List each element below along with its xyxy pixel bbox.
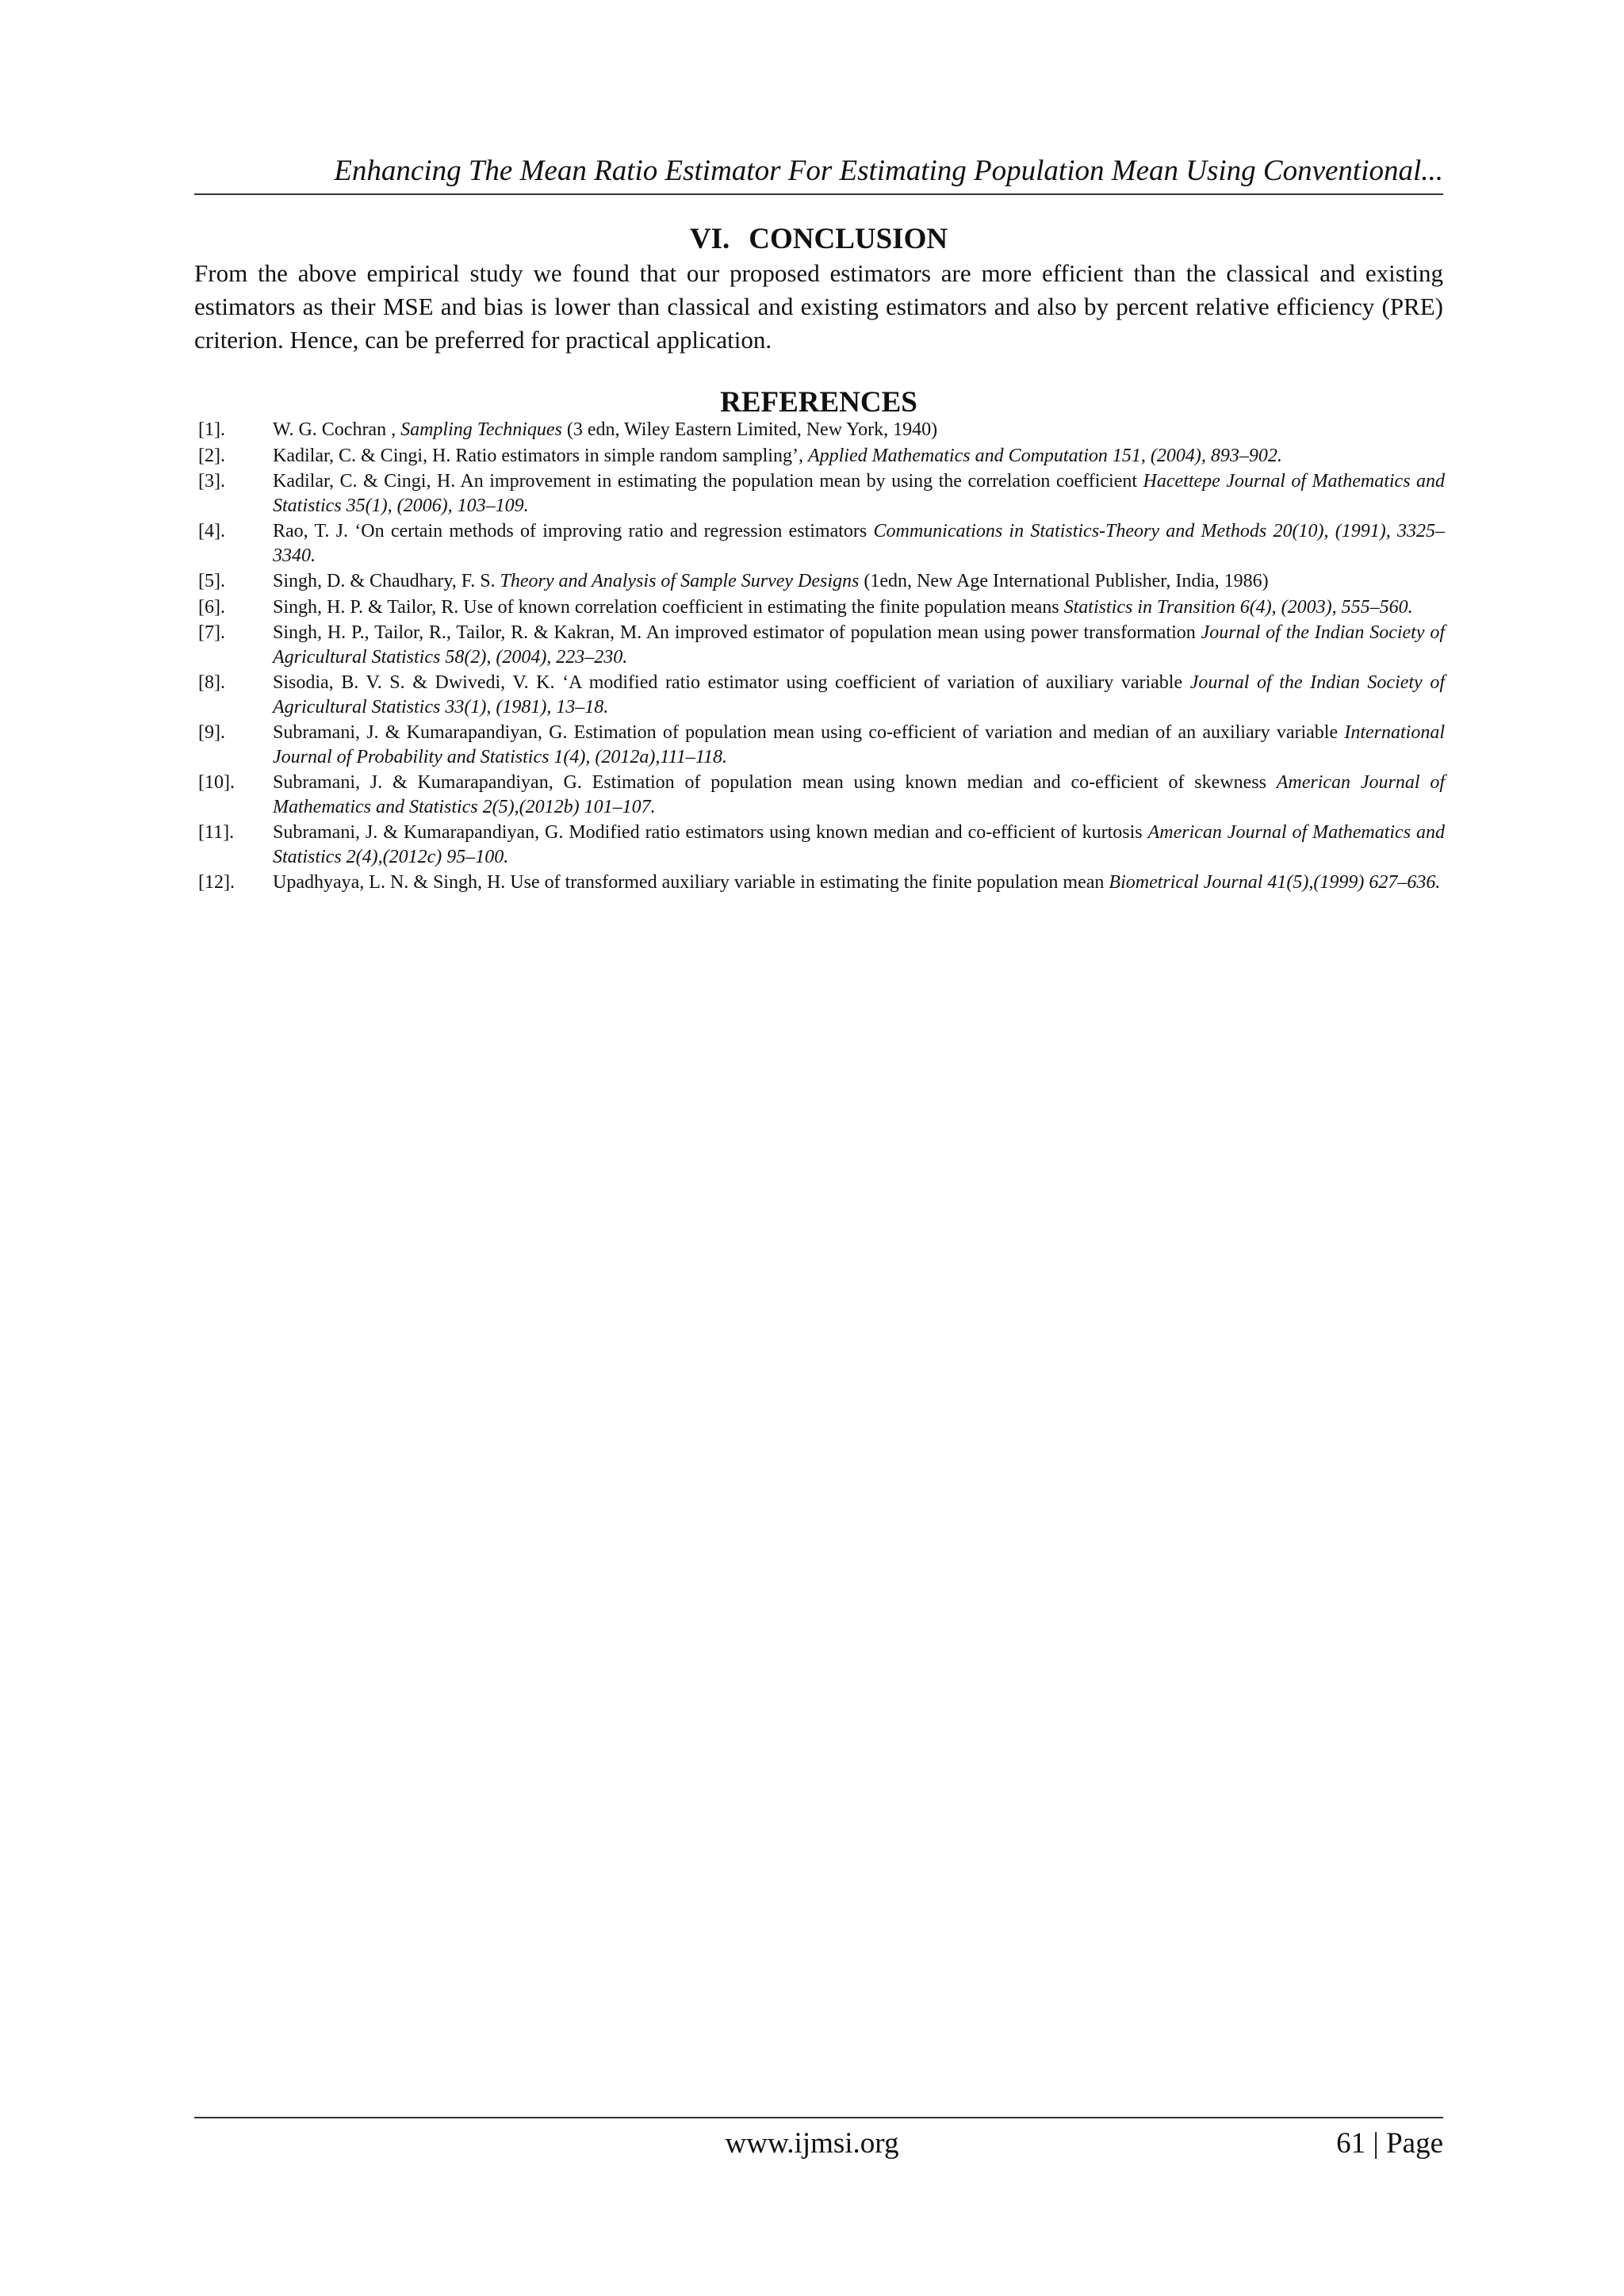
footer-website: www.ijmsi.org	[725, 2127, 899, 2160]
section-number: VI.	[689, 223, 730, 255]
reference-number: [4].	[198, 521, 225, 541]
reference-number: [7].	[198, 622, 225, 643]
reference-text: W. G. Cochran , Sampling Techniques (3 edn, Wiley Eastern Limited, New York, 1940)	[273, 419, 938, 440]
reference-text: Kadilar, C. & Cingi, H. An improvement in estimating the population mean by using the correlation coefficient Hacettepe Journal of Mathematics and Statistics 35(1), (2006), 103–109.	[273, 471, 1446, 516]
reference-number: [11].	[198, 822, 235, 843]
reference-item-2	[198, 444, 1445, 469]
footer-page-number: 61 | Page	[1336, 2127, 1443, 2160]
reference-list	[198, 418, 1445, 897]
reference-text: Rao, T. J. ‘On certain methods of improving ratio and regression estimators Communications in Statistics-Theory and Methods 20(10), (1991), 3325–3340.	[273, 521, 1445, 566]
reference-number: [10].	[198, 772, 235, 793]
reference-text: Kadilar, C. & Cingi, H. Ratio estimators in simple random sampling’, Applied Mathematics and Computation 151, (2004), 893–902.	[273, 445, 1282, 466]
reference-text: Subramani, J. & Kumarapandiyan, G. Estimation of population mean using known median and co-efficient of skewness American Journal of Mathematics and Statistics 2(5),(2012b) 101–107.	[273, 772, 1446, 817]
reference-item-11	[198, 821, 1445, 869]
reference-text: Upadhyaya, L. N. & Singh, H. Use of transformed auxiliary variable in estimating the finite population mean Biometrical Journal 41(5),(1999) 627–636.	[273, 872, 1441, 893]
references-heading: REFERENCES	[720, 386, 917, 419]
reference-number: [3].	[198, 471, 225, 492]
header-rule	[194, 193, 1443, 195]
reference-number: [5].	[198, 571, 225, 591]
reference-text: Subramani, J. & Kumarapandiyan, G. Modified ratio estimators using known median and co-efficient of kurtosis American Journal of Mathematics and Statistics 2(4),(2012c) 95–100.	[273, 822, 1446, 867]
reference-item-3	[198, 469, 1445, 518]
reference-number: [2].	[198, 445, 225, 466]
reference-item-9	[198, 721, 1445, 769]
conclusion-heading	[194, 220, 1443, 258]
reference-item-6	[198, 595, 1445, 620]
reference-text: Sisodia, B. V. S. & Dwivedi, V. K. ‘A modified ratio estimator using coefficient of variation of auxiliary variable Journal of the Indian Society of Agricultural Statistics 33(1), (1981), 13–18.	[273, 672, 1445, 718]
conclusion-paragraph: From the above empirical study we found that our proposed estimators are more efficient than the classical and existing estimators as their MSE and bias is lower than classical and existing estimators and also by percent relative efficiency (PRE) criterion. Hence, can be preferred for practical application.	[194, 259, 1443, 354]
reference-item-1	[198, 418, 1445, 442]
reference-item-10	[198, 771, 1445, 819]
reference-text: Singh, H. P. & Tailor, R. Use of known correlation coefficient in estimating the finite population means Statistics in Transition 6(4), (2003), 555–560.	[273, 596, 1413, 618]
reference-number: [12].	[198, 872, 235, 893]
reference-item-12	[198, 871, 1445, 895]
reference-item-8	[198, 671, 1445, 719]
reference-number: [9].	[198, 722, 225, 743]
reference-number: [6].	[198, 596, 225, 618]
reference-item-4	[198, 519, 1445, 568]
reference-text: Subramani, J. & Kumarapandiyan, G. Estimation of population mean using co-efficient of variation and median of an auxiliary variable International Journal of Probability and Statistics 1(4), (2012a),111–118.	[273, 722, 1445, 767]
section-title: CONCLUSION	[749, 223, 948, 255]
reference-item-5	[198, 569, 1445, 594]
reference-number: [8].	[198, 672, 225, 693]
reference-text: Singh, H. P., Tailor, R., Tailor, R. & Kakran, M. An improved estimator of population mean using power transformation Journal of the Indian Society of Agricultural Statistics 58(2), (2004), 223–230.	[273, 622, 1445, 668]
reference-item-7	[198, 621, 1445, 669]
reference-text: Singh, D. & Chaudhary, F. S. Theory and Analysis of Sample Survey Designs (1edn, New Age International Publisher, India, 1986)	[273, 571, 1269, 591]
reference-number: [1].	[198, 419, 225, 440]
footer-rule	[194, 2117, 1443, 2118]
running-header: Enhancing The Mean Ratio Estimator For Estimating Population Mean Using Conventional...	[334, 155, 1443, 187]
